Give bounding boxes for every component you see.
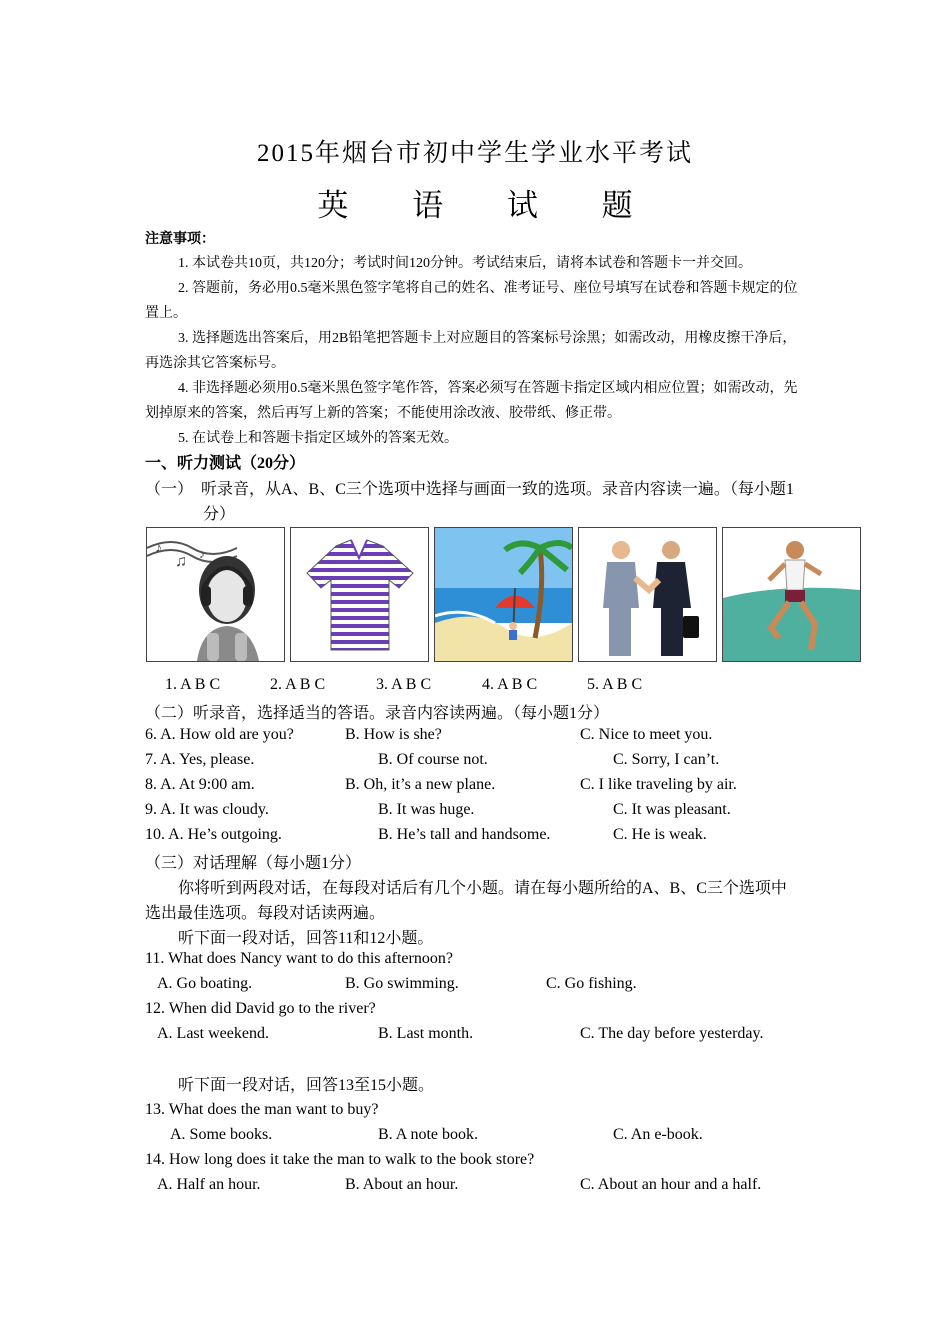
girl-headphones-picture bbox=[146, 527, 285, 662]
notice-item-4: 4. 非选择题必须用0.5毫米黑色签字笔作答，答案必须写在答题卡指定区域内相应位置；如需改动，先 bbox=[178, 381, 798, 396]
q12-option-b: B. Last month. bbox=[378, 1025, 474, 1042]
q14-option-c: C. About an hour and a half. bbox=[580, 1176, 762, 1193]
dialog1-intro: 听下面一段对话，回答11和12小题。 bbox=[178, 930, 434, 947]
q8-option-b: B. Oh, it’s a new plane. bbox=[345, 776, 496, 793]
q11-option-c: C. Go fishing. bbox=[546, 975, 637, 992]
beach-umbrella-picture bbox=[434, 527, 573, 662]
q11-option-a: A. Go boating. bbox=[157, 975, 253, 992]
q14-option-a: A. Half an hour. bbox=[157, 1176, 261, 1193]
notice-item-1: 1. 本试卷共10页，共120分；考试时间120分钟。考试结束后，请将本试卷和答题卡一并交回。 bbox=[178, 256, 752, 271]
runner-picture bbox=[722, 527, 861, 662]
q10-option-c: C. He is weak. bbox=[613, 826, 707, 843]
q11-stem: 11. What does Nancy want to do this afternoon? bbox=[145, 950, 453, 967]
q10-option-a: 10. A. He’s outgoing. bbox=[145, 826, 282, 843]
q14-stem: 14. How long does it take the man to walk to the book store? bbox=[145, 1151, 535, 1168]
notice-heading: 注意事项： bbox=[145, 232, 215, 247]
q11-option-b: B. Go swimming. bbox=[345, 975, 459, 992]
notice-item-5: 5. 在试卷上和答题卡指定区域外的答案无效。 bbox=[178, 431, 458, 446]
svg-text:♪: ♪ bbox=[155, 541, 162, 556]
q13-option-c: C. An e-book. bbox=[613, 1126, 703, 1143]
section1-heading: 一、听力测试（20分） bbox=[145, 455, 306, 472]
answer-choice-5: 5. A B C bbox=[587, 676, 643, 693]
answer-choice-2: 2. A B C bbox=[270, 676, 326, 693]
q9-option-c: C. It was pleasant. bbox=[613, 801, 731, 818]
striped-shirt-picture bbox=[290, 527, 429, 662]
q13-option-b: B. A note book. bbox=[378, 1126, 479, 1143]
q12-stem: 12. When did David go to the river? bbox=[145, 1000, 376, 1017]
part1-instruction: （一） 听录音，从A、B、C三个选项中选择与画面一致的选项。录音内容读一遍。（每小题1 bbox=[145, 481, 794, 498]
q6-option-c: C. Nice to meet you. bbox=[580, 726, 713, 743]
answer-choice-4: 4. A B C bbox=[482, 676, 538, 693]
q7-option-a: 7. A. Yes, please. bbox=[145, 751, 255, 768]
notice-item-3-cont: 再选涂其它答案标号。 bbox=[145, 356, 285, 371]
q13-stem: 13. What does the man want to buy? bbox=[145, 1101, 379, 1118]
part3-instruction: （三）对话理解（每小题1分） bbox=[145, 855, 362, 872]
answer-choice-1: 1. A B C bbox=[165, 676, 221, 693]
notice-item-3: 3. 选择题选出答案后，用2B铅笔把答题卡上对应题目的答案标号涂黑；如需改动，用橡皮擦干净后， bbox=[178, 331, 797, 346]
q12-option-a: A. Last weekend. bbox=[157, 1025, 269, 1042]
q6-option-a: 6. A. How old are you? bbox=[145, 726, 294, 743]
q9-option-b: B. It was huge. bbox=[378, 801, 475, 818]
notice-item-2-cont: 置上。 bbox=[145, 306, 187, 321]
q10-option-b: B. He’s tall and handsome. bbox=[378, 826, 551, 843]
handshake-picture bbox=[578, 527, 717, 662]
q7-option-c: C. Sorry, I can’t. bbox=[613, 751, 720, 768]
q7-option-b: B. Of course not. bbox=[378, 751, 488, 768]
q8-option-c: C. I like traveling by air. bbox=[580, 776, 737, 793]
svg-text:♪: ♪ bbox=[199, 547, 205, 561]
q9-option-a: 9. A. It was cloudy. bbox=[145, 801, 269, 818]
subject-title: 英 语 试 题 bbox=[317, 188, 661, 223]
exam-title: 2015年烟台市初中学生学业水平考试 bbox=[256, 140, 693, 167]
svg-text:♫: ♫ bbox=[175, 553, 187, 570]
part2-instruction: （二）听录音，选择适当的答语。录音内容读两遍。（每小题1分） bbox=[145, 705, 610, 722]
part3-intro: 你将听到两段对话，在每段对话后有几个小题。请在每小题所给的A、B、C三个选项中 bbox=[178, 880, 787, 897]
notice-item-2: 2. 答题前，务必用0.5毫米黑色签字笔将自己的姓名、准考证号、座位号填写在试卷和答题卡规定的位 bbox=[178, 281, 798, 296]
q12-option-c: C. The day before yesterday. bbox=[580, 1025, 764, 1042]
dialog2-intro: 听下面一段对话，回答13至15小题。 bbox=[178, 1077, 435, 1094]
q6-option-b: B. How is she? bbox=[345, 726, 442, 743]
q13-option-a: A. Some books. bbox=[170, 1126, 273, 1143]
part1-instruction-cont: 分） bbox=[203, 506, 236, 523]
q14-option-b: B. About an hour. bbox=[345, 1176, 459, 1193]
notice-item-4-cont: 划掉原来的答案，然后再写上新的答案；不能使用涂改液、胶带纸、修正带。 bbox=[145, 406, 621, 421]
q8-option-a: 8. A. At 9:00 am. bbox=[145, 776, 255, 793]
part3-intro-cont: 选出最佳选项。每段对话读两遍。 bbox=[145, 905, 386, 922]
answer-choice-3: 3. A B C bbox=[376, 676, 432, 693]
